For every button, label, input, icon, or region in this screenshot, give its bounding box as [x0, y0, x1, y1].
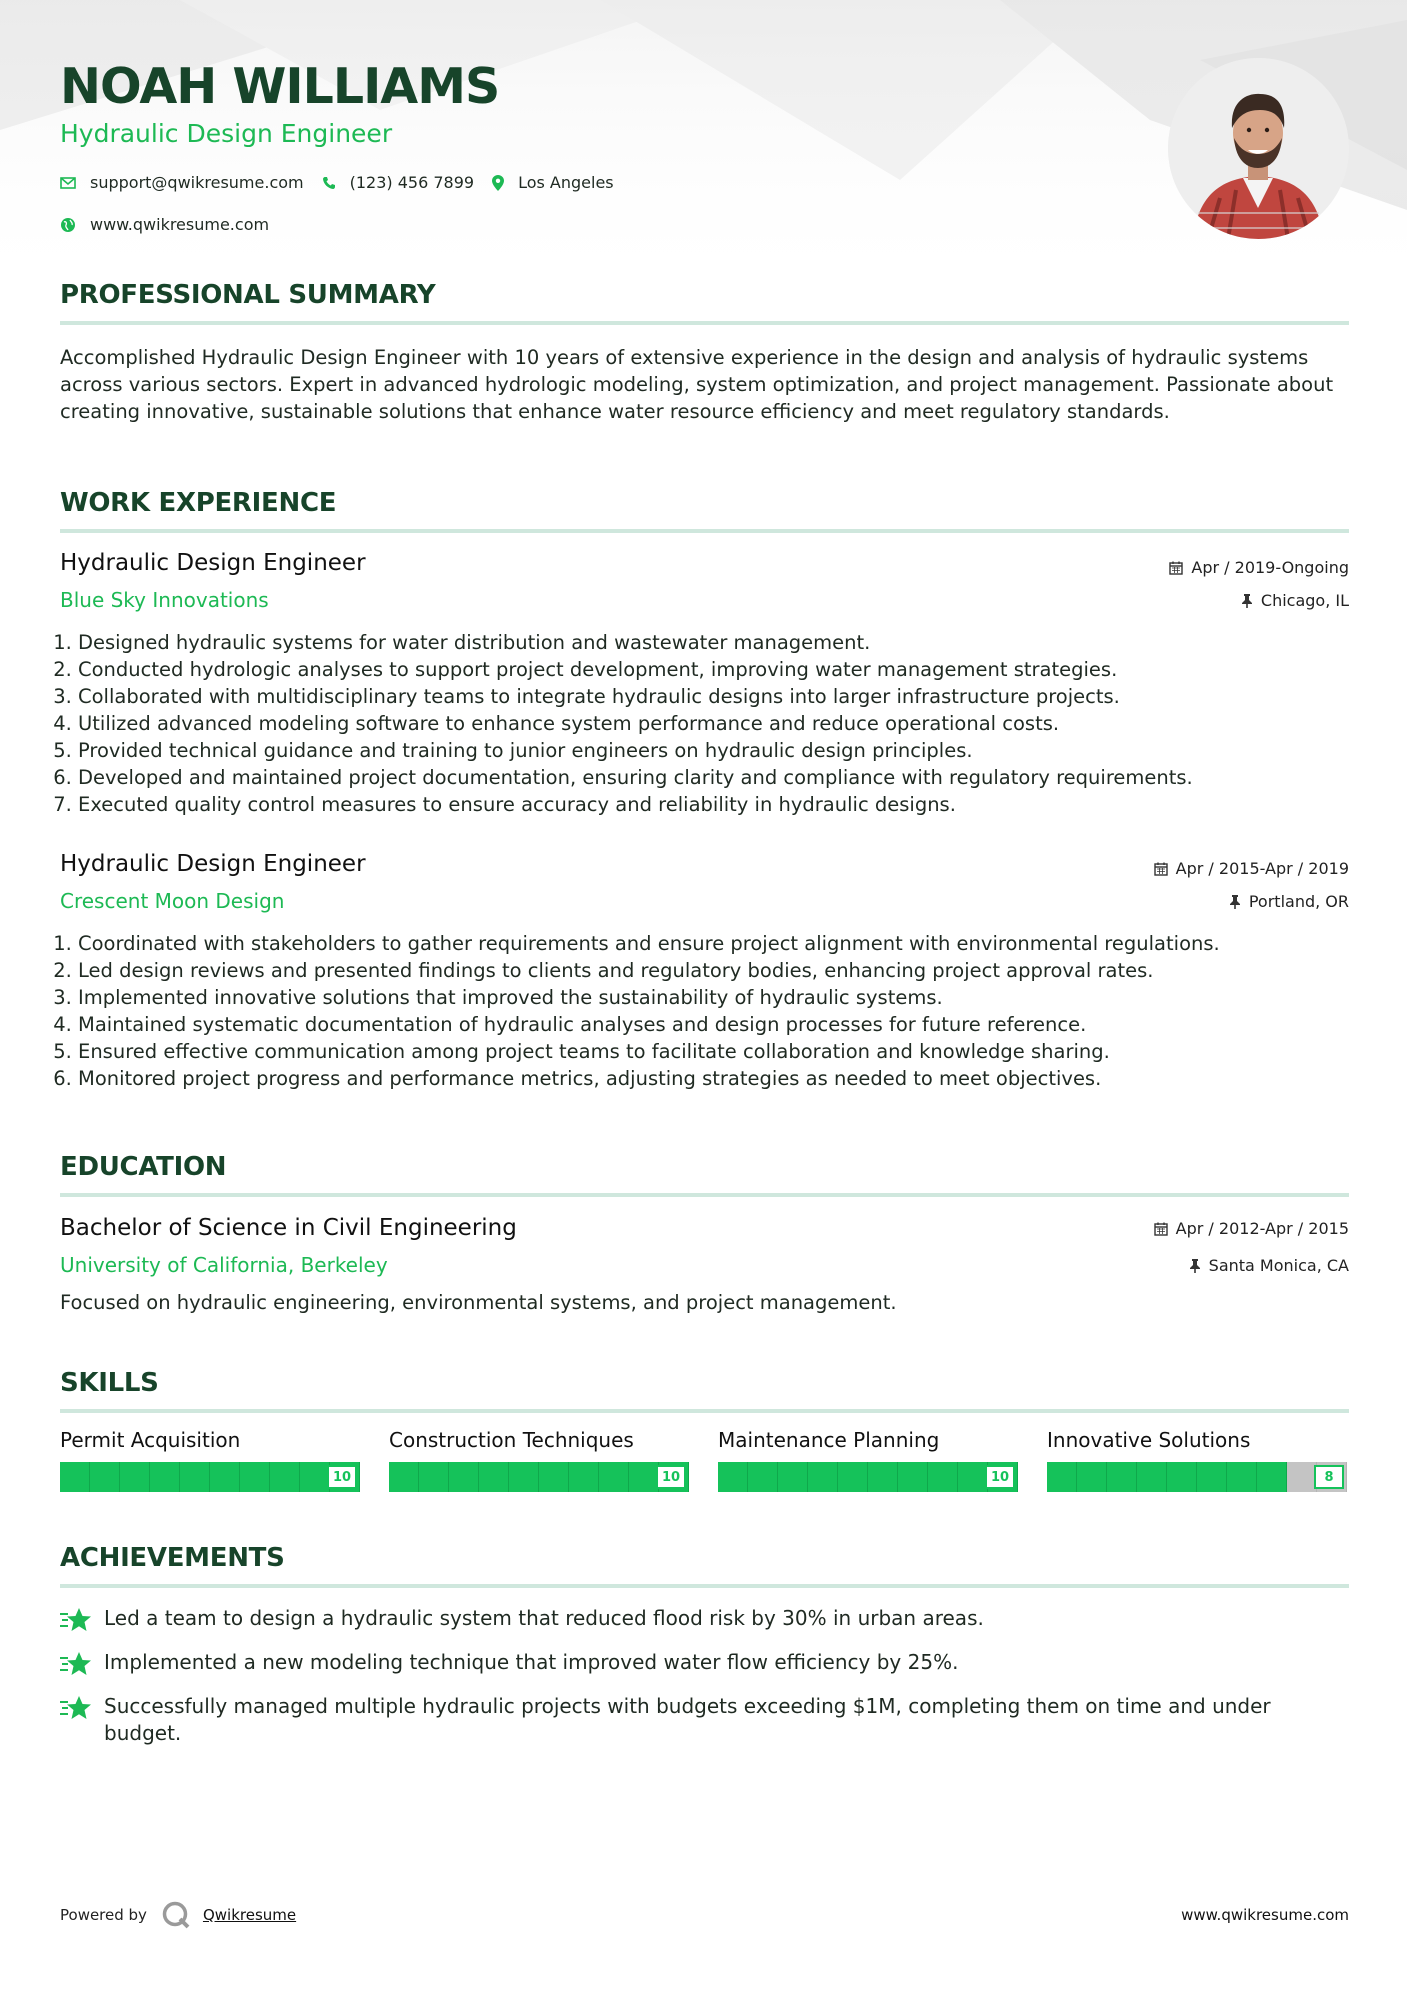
- skill-segment: [449, 1462, 479, 1492]
- footer-website[interactable]: www.qwikresume.com: [1181, 1906, 1349, 1924]
- skill-segment: [1257, 1462, 1287, 1492]
- powered-by-label: Powered by: [60, 1906, 147, 1924]
- achievements-section-header: [60, 1543, 1349, 1573]
- skill-segment: [1287, 1462, 1317, 1492]
- skill-segment: [180, 1462, 210, 1492]
- list-item: 5. Provided technical guidance and training to junior engineers on hydraulic design principles.: [78, 737, 1349, 764]
- skill-level-badge: 10: [985, 1465, 1015, 1489]
- list-item: 1. Designed hydraulic systems for water distribution and wastewater management.: [78, 629, 1349, 656]
- skill-segment: [509, 1462, 539, 1492]
- skill-item: [60, 1428, 360, 1492]
- star-badge-icon: [60, 1695, 92, 1721]
- job-dates: [1154, 859, 1349, 878]
- section-divider: [60, 1193, 1349, 1197]
- list-item: 2. Led design reviews and presented findings to clients and regulatory bodies, enhancing project approval rates.: [78, 957, 1349, 984]
- section-divider: [60, 529, 1349, 533]
- summary-section-header: [60, 280, 1349, 310]
- profile-photo: [1168, 58, 1349, 239]
- skill-level-badge: 10: [656, 1465, 686, 1489]
- list-item: 3. Collaborated with multidisciplinary teams to integrate hydraulic designs into larger infrastructure projects.: [78, 683, 1349, 710]
- job-company: Blue Sky Innovations: [60, 588, 269, 612]
- star-badge-icon: [60, 1607, 92, 1633]
- list-item: 6. Monitored project progress and performance metrics, adjusting strategies as needed to meet objectives.: [78, 1065, 1349, 1092]
- skill-segment: [868, 1462, 898, 1492]
- job-responsibilities: [60, 629, 1349, 818]
- skill-segment: [778, 1462, 808, 1492]
- job-location: [1229, 892, 1349, 911]
- calendar-icon: [1154, 1222, 1168, 1236]
- education-section-header: [60, 1152, 1349, 1182]
- skill-segment: [928, 1462, 958, 1492]
- skill-segment: [1167, 1462, 1197, 1492]
- education-heading: EDUCATION: [60, 1152, 227, 1182]
- skill-segment: [629, 1462, 659, 1492]
- education-dates-text: Apr / 2012-Apr / 2015: [1175, 1219, 1349, 1238]
- list-item: 2. Conducted hydrologic analyses to support project development, improving water management strategies.: [78, 656, 1349, 683]
- email-text: support@qwikresume.com: [90, 173, 304, 192]
- achievement-text: Successfully managed multiple hydraulic projects with budgets exceeding $1M, completing them on time and under budget.: [104, 1694, 1271, 1745]
- skill-segment: [808, 1462, 838, 1492]
- skill-name: Maintenance Planning: [718, 1428, 940, 1452]
- skill-segment: [389, 1462, 419, 1492]
- contact-phone[interactable]: [322, 173, 474, 192]
- list-item: 7. Executed quality control measures to ensure accuracy and reliability in hydraulic designs.: [78, 791, 1349, 818]
- experience-heading: WORK EXPERIENCE: [60, 488, 337, 518]
- job-dates: [1169, 558, 1349, 577]
- skill-name: Innovative Solutions: [1047, 1428, 1251, 1452]
- skill-segment: [748, 1462, 778, 1492]
- summary-heading: PROFESSIONAL SUMMARY: [60, 280, 436, 310]
- skills-heading: SKILLS: [60, 1368, 159, 1398]
- pushpin-icon: [1189, 1259, 1201, 1273]
- skill-item: [1047, 1428, 1347, 1492]
- skill-segment: [300, 1462, 330, 1492]
- education-location: [1189, 1256, 1349, 1275]
- skill-segment: [958, 1462, 988, 1492]
- phone-icon: [322, 176, 336, 190]
- job-company: Crescent Moon Design: [60, 889, 285, 913]
- skill-segment: [1077, 1462, 1107, 1492]
- section-divider: [60, 1584, 1349, 1588]
- skill-segment: [419, 1462, 449, 1492]
- person-photo-icon: [1168, 58, 1349, 239]
- skills-grid: [60, 1428, 1349, 1492]
- skill-level-bar: [1047, 1462, 1347, 1492]
- summary-text: Accomplished Hydraulic Design Engineer with 10 years of extensive experience in the design and analysis of hydraulic systems across various sectors. Expert in advanced hydrologic modeling, system optimization, and project management. Passionate about creating innovative, sustainable solutions that enhance water resource efficiency and meet regulatory standards.: [60, 346, 1334, 423]
- section-divider: [60, 321, 1349, 325]
- location-text: Los Angeles: [518, 173, 614, 192]
- list-item: 5. Ensured effective communication among project teams to facilitate collaboration and knowledge sharing.: [78, 1038, 1349, 1065]
- skill-level-bar: [60, 1462, 360, 1492]
- contact-row: [60, 173, 632, 192]
- skill-segment: [479, 1462, 509, 1492]
- achievement-text: Led a team to design a hydraulic system that reduced flood risk by 30% in urban areas.: [104, 1606, 984, 1630]
- qwikresume-link[interactable]: Qwikresume: [202, 1906, 297, 1924]
- qwikresume-logo-icon: [161, 1900, 191, 1930]
- job-dates-text: Apr / 2015-Apr / 2019: [1175, 859, 1349, 878]
- job-location-text: Portland, OR: [1248, 892, 1349, 911]
- skill-item: [718, 1428, 1018, 1492]
- skill-segment: [270, 1462, 300, 1492]
- skill-name: Permit Acquisition: [60, 1428, 241, 1452]
- skill-segment: [240, 1462, 270, 1492]
- job-dates-text: Apr / 2019-Ongoing: [1191, 558, 1349, 577]
- calendar-icon: [1154, 862, 1168, 876]
- calendar-icon: [1169, 561, 1183, 575]
- contact-row-website: [60, 215, 287, 234]
- globe-icon: [60, 217, 76, 233]
- list-item: 4. Utilized advanced modeling software to enhance system performance and reduce operational costs.: [78, 710, 1349, 737]
- contact-email[interactable]: [60, 173, 304, 192]
- skill-segment: [60, 1462, 90, 1492]
- contact-location: [492, 173, 614, 192]
- skill-segment: [838, 1462, 868, 1492]
- education-dates: [1154, 1219, 1349, 1238]
- phone-text: (123) 456 7899: [349, 173, 475, 192]
- skill-level-badge: 10: [327, 1465, 357, 1489]
- star-badge-icon: [60, 1651, 92, 1677]
- skill-segment: [1047, 1462, 1077, 1492]
- skill-segment: [898, 1462, 928, 1492]
- education-location-text: Santa Monica, CA: [1208, 1256, 1349, 1275]
- skill-segment: [1107, 1462, 1137, 1492]
- skill-segment: [539, 1462, 569, 1492]
- education-degree: Bachelor of Science in Civil Engineering: [60, 1215, 517, 1241]
- job-location-text: Chicago, IL: [1260, 591, 1349, 610]
- achievement-item: [60, 1649, 1349, 1677]
- contact-website[interactable]: [60, 215, 269, 234]
- skill-name: Construction Techniques: [389, 1428, 634, 1452]
- experience-section-header: [60, 488, 1349, 518]
- skill-segment: [210, 1462, 240, 1492]
- skill-segment: [718, 1462, 748, 1492]
- achievements-heading: ACHIEVEMENTS: [60, 1543, 285, 1573]
- skill-segment: [569, 1462, 599, 1492]
- skill-segment: [1227, 1462, 1257, 1492]
- list-item: 1. Coordinated with stakeholders to gather requirements and ensure project alignment with environmental regulations.: [78, 930, 1349, 957]
- envelope-icon: [60, 177, 76, 189]
- pushpin-icon: [1229, 895, 1241, 909]
- skill-segment: [1197, 1462, 1227, 1492]
- skills-section-header: [60, 1368, 1349, 1398]
- skill-segment: [90, 1462, 120, 1492]
- achievement-text: Implemented a new modeling technique that improved water flow efficiency by 25%.: [104, 1650, 959, 1674]
- skill-segment: [599, 1462, 629, 1492]
- job-title: Hydraulic Design Engineer: [60, 550, 366, 576]
- website-text: www.qwikresume.com: [90, 215, 270, 234]
- map-pin-icon: [492, 175, 504, 191]
- skill-segment: [120, 1462, 150, 1492]
- skill-segment: [1137, 1462, 1167, 1492]
- list-item: 6. Developed and maintained project documentation, ensuring clarity and compliance with regulatory requirements.: [78, 764, 1349, 791]
- skill-segment: [150, 1462, 180, 1492]
- candidate-name: NOAH WILLIAMS: [60, 58, 500, 115]
- job-title: Hydraulic Design Engineer: [60, 851, 366, 877]
- achievement-item: [60, 1605, 1349, 1633]
- skill-item: [389, 1428, 689, 1492]
- skill-level-badge: 8: [1314, 1465, 1344, 1489]
- education-description: Focused on hydraulic engineering, environmental systems, and project management.: [60, 1291, 897, 1314]
- list-item: 3. Implemented innovative solutions that improved the sustainability of hydraulic systems.: [78, 984, 1349, 1011]
- achievement-item: [60, 1693, 1349, 1747]
- skill-level-bar: [389, 1462, 689, 1492]
- job-responsibilities: [60, 930, 1349, 1092]
- list-item: 4. Maintained systematic documentation of hydraulic analyses and design processes for future reference.: [78, 1011, 1349, 1038]
- job-location: [1241, 591, 1349, 610]
- section-divider: [60, 1409, 1349, 1413]
- footer: [60, 1895, 1349, 1935]
- skill-level-bar: [718, 1462, 1018, 1492]
- pushpin-icon: [1241, 594, 1253, 608]
- candidate-title: Hydraulic Design Engineer: [60, 119, 393, 148]
- education-school: University of California, Berkeley: [60, 1253, 388, 1277]
